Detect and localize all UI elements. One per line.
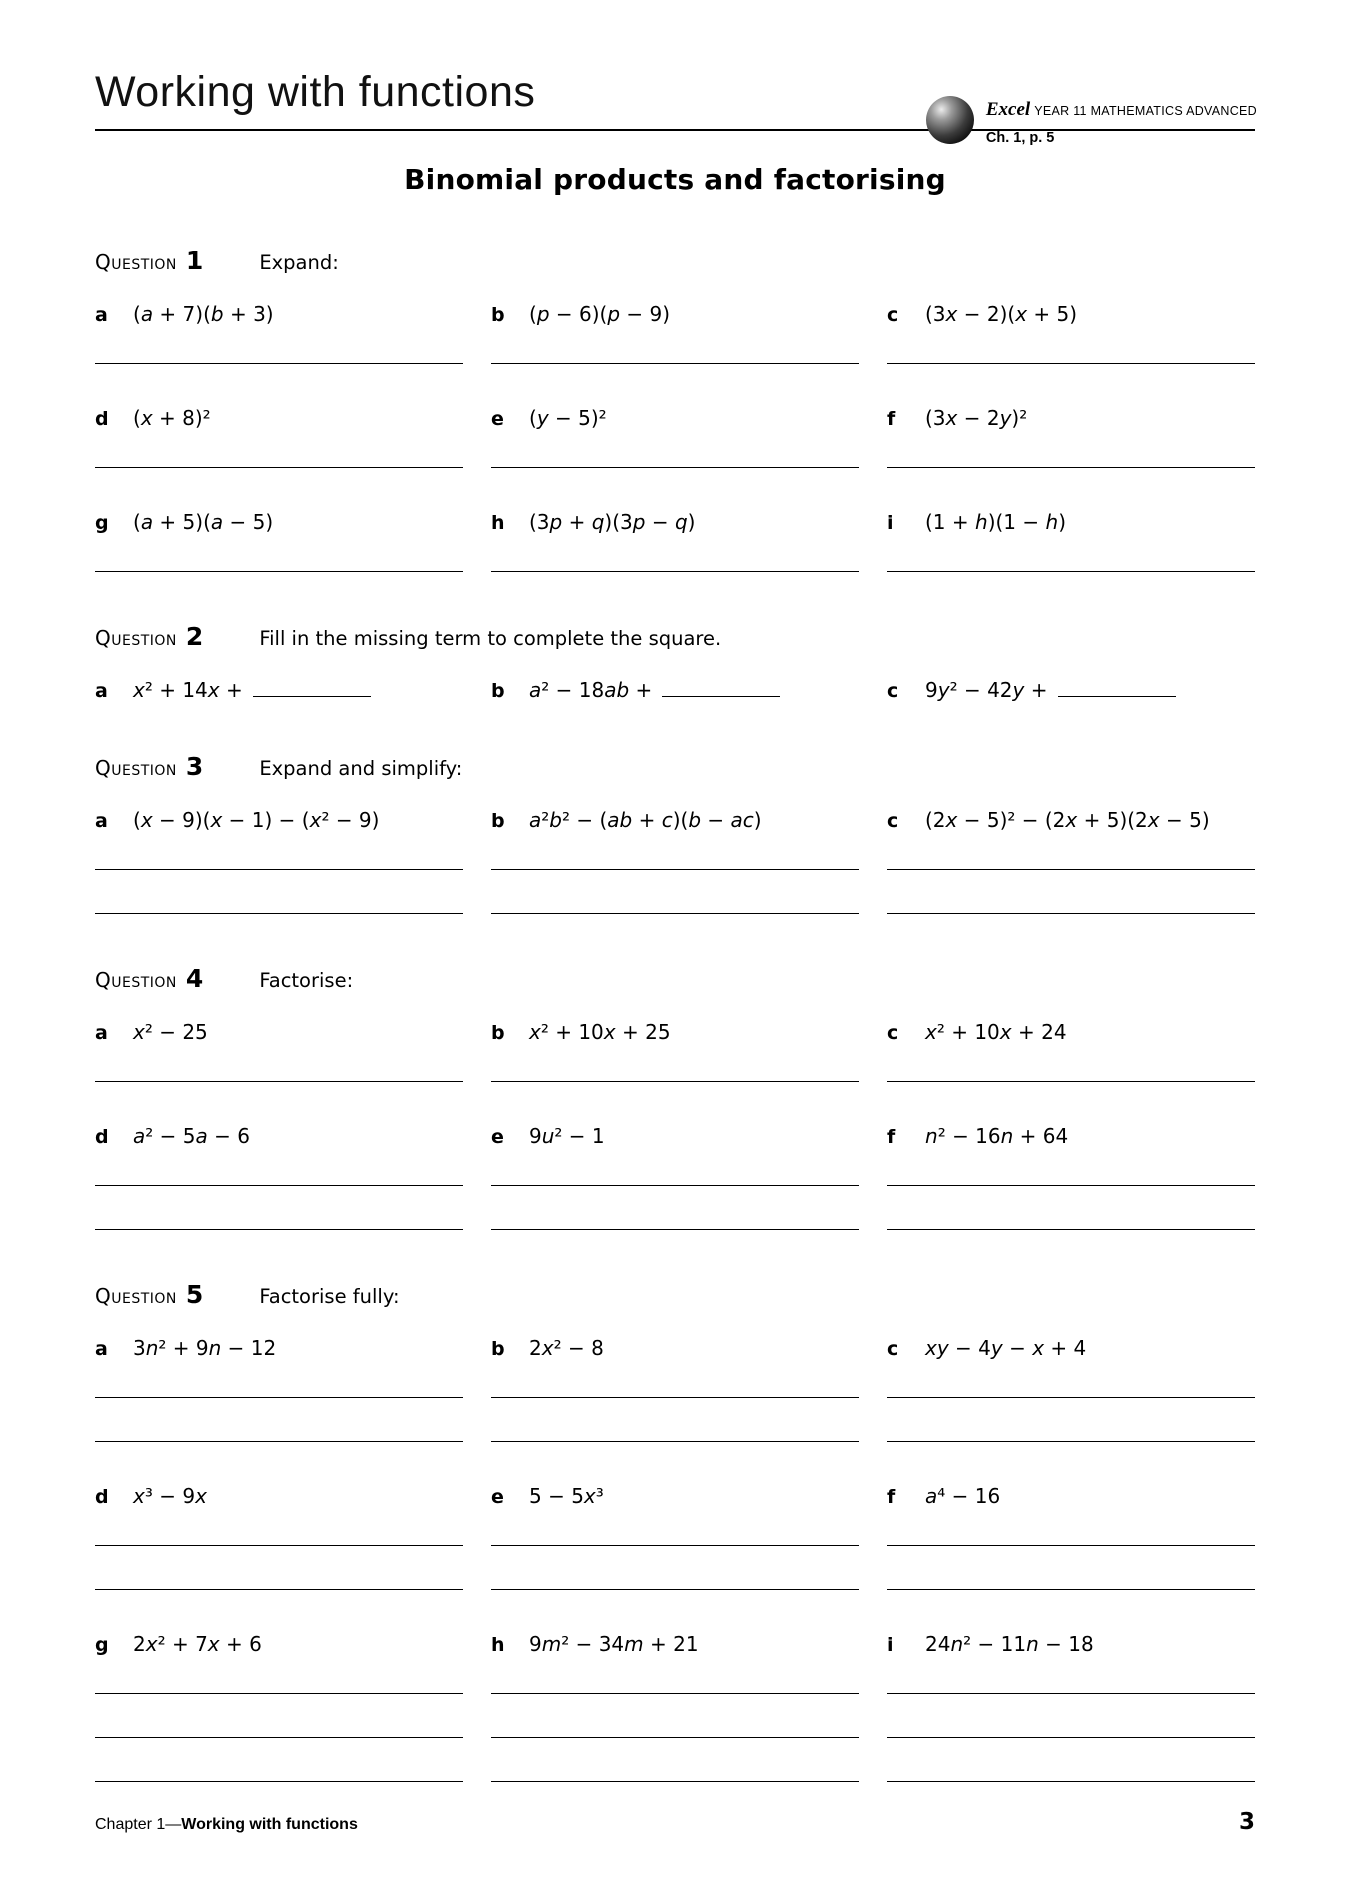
- question-heading: [95, 752, 1255, 781]
- question-heading: [95, 622, 1255, 651]
- expression-row: [95, 678, 463, 702]
- answer-line[interactable]: [491, 913, 859, 914]
- item-label: b: [491, 810, 505, 832]
- item-5c: [887, 1336, 1255, 1442]
- answer-line[interactable]: [887, 1229, 1255, 1230]
- expression-row: [491, 678, 859, 702]
- answer-line[interactable]: [95, 1589, 463, 1590]
- item-label: e: [491, 408, 504, 430]
- answer-line[interactable]: [887, 913, 1255, 914]
- question-prompt: Expand:: [259, 251, 339, 274]
- item-label: d: [95, 1486, 109, 1508]
- math-expression: (3x − 2y)²: [925, 406, 1028, 430]
- inline-answer-blank[interactable]: [1058, 680, 1176, 697]
- math-expression: x² + 10x + 24: [925, 1020, 1067, 1044]
- answer-line[interactable]: [887, 1589, 1255, 1590]
- item-5b: [491, 1336, 859, 1442]
- question-heading: [95, 246, 1255, 275]
- math-expression: a² − 5a − 6: [133, 1124, 250, 1148]
- expression-row: [95, 1484, 463, 1508]
- footer-chapter-title: Working with functions: [181, 1816, 358, 1833]
- page-number: 3: [1238, 1809, 1255, 1835]
- item-label: a: [95, 680, 108, 702]
- item-4e: [491, 1124, 859, 1230]
- item-5f: [887, 1484, 1255, 1590]
- answer-line[interactable]: [491, 1781, 859, 1782]
- answer-line[interactable]: [491, 1441, 859, 1442]
- page-header: [95, 68, 1257, 146]
- expression-row: [491, 1632, 859, 1656]
- answer-line[interactable]: [95, 1545, 463, 1546]
- publisher-logo-icon: [926, 96, 974, 144]
- answer-line[interactable]: [491, 467, 859, 468]
- answer-line[interactable]: [95, 913, 463, 914]
- answer-line[interactable]: [95, 467, 463, 468]
- item-5d: [95, 1484, 463, 1590]
- math-expression: x² − 25: [133, 1020, 208, 1044]
- item-label: f: [887, 1486, 896, 1508]
- math-expression: x³ − 9x: [133, 1484, 207, 1508]
- expression-row: [491, 1124, 859, 1148]
- math-expression: n² − 16n + 64: [925, 1124, 1069, 1148]
- answer-line[interactable]: [887, 1545, 1255, 1546]
- item-5i: [887, 1632, 1255, 1782]
- expression-row: [887, 510, 1255, 534]
- answer-line[interactable]: [491, 1693, 859, 1694]
- item-5h: [491, 1632, 859, 1782]
- math-expression: (y − 5)²: [529, 406, 607, 430]
- item-label: h: [491, 512, 505, 534]
- item-label: b: [491, 680, 505, 702]
- item-label: d: [95, 408, 109, 430]
- item-label: g: [95, 512, 109, 534]
- math-expression: (a + 7)(b + 3): [133, 302, 274, 326]
- question-1: [95, 246, 1255, 572]
- item-label: b: [491, 304, 505, 326]
- answer-line[interactable]: [95, 1397, 463, 1398]
- answer-line[interactable]: [887, 1185, 1255, 1186]
- expression-row: [887, 406, 1255, 430]
- answer-line[interactable]: [95, 1737, 463, 1738]
- item-2a: [95, 678, 463, 702]
- expression-row: [887, 1632, 1255, 1656]
- answer-line[interactable]: [887, 1081, 1255, 1082]
- questions-container: [95, 196, 1255, 1782]
- item-label: d: [95, 1126, 109, 1148]
- answer-line[interactable]: [95, 1781, 463, 1782]
- item-label: b: [491, 1022, 505, 1044]
- question-row: [95, 1484, 1255, 1590]
- expression-row: [491, 808, 859, 832]
- math-expression: 24n² − 11n − 18: [925, 1632, 1094, 1656]
- math-expression: 5 − 5x³: [529, 1484, 604, 1508]
- question-row: [95, 808, 1255, 914]
- item-1b: [491, 302, 859, 364]
- answer-line[interactable]: [491, 571, 859, 572]
- item-4f: [887, 1124, 1255, 1230]
- answer-line[interactable]: [491, 1081, 859, 1082]
- answer-line[interactable]: [887, 1781, 1255, 1782]
- question-4: [95, 964, 1255, 1230]
- item-1d: [95, 406, 463, 468]
- answer-line[interactable]: [491, 869, 859, 870]
- item-1e: [491, 406, 859, 468]
- expression-row: [887, 1124, 1255, 1148]
- item-1g: [95, 510, 463, 572]
- item-label: h: [491, 1634, 505, 1656]
- answer-line[interactable]: [887, 1693, 1255, 1694]
- expression-row: [95, 1124, 463, 1148]
- expression-row: [95, 510, 463, 534]
- math-expression: (p − 6)(p − 9): [529, 302, 671, 326]
- answer-line[interactable]: [491, 1737, 859, 1738]
- answer-line[interactable]: [491, 1185, 859, 1186]
- brand-block: [926, 96, 1257, 146]
- expression-row: [491, 406, 859, 430]
- item-label: c: [887, 304, 899, 326]
- answer-line[interactable]: [491, 363, 859, 364]
- question-row: [95, 302, 1255, 364]
- question-word: Question: [95, 756, 177, 780]
- math-expression: a⁴ − 16: [925, 1484, 1001, 1508]
- item-1a: [95, 302, 463, 364]
- math-expression: x² + 14x +: [133, 678, 243, 702]
- math-expression: 2x² − 8: [529, 1336, 604, 1360]
- answer-line[interactable]: [491, 1545, 859, 1546]
- question-number: 3: [185, 752, 204, 781]
- answer-line[interactable]: [887, 1441, 1255, 1442]
- answer-line[interactable]: [95, 869, 463, 870]
- item-label: c: [887, 1022, 899, 1044]
- answer-line[interactable]: [95, 1185, 463, 1186]
- question-number: 4: [185, 964, 204, 993]
- item-5e: [491, 1484, 859, 1590]
- answer-line[interactable]: [887, 1737, 1255, 1738]
- expression-row: [95, 1020, 463, 1044]
- expression-row: [95, 406, 463, 430]
- expression-row: [887, 678, 1255, 702]
- expression-row: [491, 1336, 859, 1360]
- item-label: f: [887, 408, 896, 430]
- answer-line[interactable]: [95, 1081, 463, 1082]
- expression-row: [491, 1020, 859, 1044]
- item-label: c: [887, 680, 899, 702]
- question-row: [95, 510, 1255, 572]
- math-expression: a² − 18ab +: [529, 678, 653, 702]
- item-1i: [887, 510, 1255, 572]
- math-expression: 9u² − 1: [529, 1124, 605, 1148]
- math-expression: (1 + h)(1 − h): [925, 510, 1066, 534]
- item-2b: [491, 678, 859, 702]
- item-label: e: [491, 1486, 504, 1508]
- math-expression: xy − 4y − x + 4: [925, 1336, 1087, 1360]
- question-row: [95, 1020, 1255, 1082]
- answer-line[interactable]: [95, 1229, 463, 1230]
- item-label: e: [491, 1126, 504, 1148]
- item-label: a: [95, 1338, 108, 1360]
- answer-line[interactable]: [887, 1397, 1255, 1398]
- footer-chapter: [95, 1816, 358, 1834]
- expression-row: [491, 510, 859, 534]
- item-label: b: [491, 1338, 505, 1360]
- question-prompt: Factorise:: [259, 969, 354, 992]
- item-label: a: [95, 1022, 108, 1044]
- math-expression: (a + 5)(a − 5): [133, 510, 274, 534]
- expression-row: [887, 808, 1255, 832]
- expression-row: [887, 302, 1255, 326]
- answer-line[interactable]: [491, 1589, 859, 1590]
- item-3c: [887, 808, 1255, 914]
- question-3: [95, 752, 1255, 914]
- item-4c: [887, 1020, 1255, 1082]
- item-label: f: [887, 1126, 896, 1148]
- answer-line[interactable]: [887, 363, 1255, 364]
- math-expression: (3x − 2)(x + 5): [925, 302, 1078, 326]
- question-row: [95, 1632, 1255, 1782]
- expression-row: [491, 302, 859, 326]
- answer-line[interactable]: [95, 571, 463, 572]
- brand-text: [986, 96, 1257, 146]
- question-heading: [95, 1280, 1255, 1309]
- item-2c: [887, 678, 1255, 702]
- item-5g: [95, 1632, 463, 1782]
- answer-line[interactable]: [95, 1693, 463, 1694]
- math-expression: (3p + q)(3p − q): [529, 510, 696, 534]
- expression-row: [95, 808, 463, 832]
- question-row: [95, 678, 1255, 702]
- footer-chapter-prefix: Chapter 1—: [95, 1816, 182, 1833]
- expression-row: [95, 1632, 463, 1656]
- question-word: Question: [95, 1284, 177, 1308]
- math-expression: (2x − 5)² − (2x + 5)(2x − 5): [925, 808, 1210, 832]
- inline-answer-blank[interactable]: [662, 680, 780, 697]
- math-expression: (x + 8)²: [133, 406, 211, 430]
- expression-row: [95, 1336, 463, 1360]
- question-prompt: Expand and simplify:: [259, 757, 463, 780]
- question-number: 1: [185, 246, 204, 275]
- brand-name: Excel: [985, 99, 1031, 120]
- math-expression: 9m² − 34m + 21: [529, 1632, 699, 1656]
- question-word: Question: [95, 626, 177, 650]
- inline-answer-blank[interactable]: [253, 680, 371, 697]
- item-label: g: [95, 1634, 109, 1656]
- answer-line[interactable]: [491, 1397, 859, 1398]
- item-4a: [95, 1020, 463, 1082]
- math-expression: 3n² + 9n − 12: [133, 1336, 277, 1360]
- item-3a: [95, 808, 463, 914]
- question-heading: [95, 964, 1255, 993]
- answer-line[interactable]: [491, 1229, 859, 1230]
- brand-line: [986, 99, 1257, 121]
- worksheet-title: Binomial products and factorising: [404, 163, 946, 196]
- question-word: Question: [95, 968, 177, 992]
- item-1c: [887, 302, 1255, 364]
- page-footer: [95, 1809, 1255, 1835]
- math-expression: 2x² + 7x + 6: [133, 1632, 262, 1656]
- expression-row: [887, 1020, 1255, 1044]
- question-5: [95, 1280, 1255, 1782]
- item-label: i: [887, 512, 894, 534]
- question-row: [95, 1124, 1255, 1230]
- answer-line[interactable]: [887, 467, 1255, 468]
- math-expression: a²b² − (ab + c)(b − ac): [529, 808, 762, 832]
- page-title: Working with functions: [95, 68, 536, 116]
- item-1f: [887, 406, 1255, 468]
- item-label: a: [95, 304, 108, 326]
- item-label: i: [887, 1634, 894, 1656]
- item-label: c: [887, 1338, 899, 1360]
- item-4d: [95, 1124, 463, 1230]
- expression-row: [491, 1484, 859, 1508]
- question-number: 2: [185, 622, 204, 651]
- expression-row: [887, 1484, 1255, 1508]
- item-3b: [491, 808, 859, 914]
- chapter-page-ref: Ch. 1, p. 5: [985, 130, 1055, 146]
- item-4b: [491, 1020, 859, 1082]
- math-expression: 9y² − 42y +: [925, 678, 1048, 702]
- question-row: [95, 406, 1255, 468]
- math-expression: (x − 9)(x − 1) − (x² − 9): [133, 808, 380, 832]
- expression-row: [95, 302, 463, 326]
- question-number: 5: [185, 1280, 204, 1309]
- question-word: Question: [95, 250, 177, 274]
- item-1h: [491, 510, 859, 572]
- question-prompt: Factorise fully:: [259, 1285, 400, 1308]
- answer-line[interactable]: [887, 869, 1255, 870]
- question-row: [95, 1336, 1255, 1442]
- answer-line[interactable]: [887, 571, 1255, 572]
- answer-line[interactable]: [95, 1441, 463, 1442]
- item-label: a: [95, 810, 108, 832]
- question-prompt: Fill in the missing term to complete the square.: [259, 627, 722, 650]
- brand-series: YEAR 11 MATHEMATICS ADVANCED: [1034, 104, 1257, 118]
- question-2: [95, 622, 1255, 702]
- item-5a: [95, 1336, 463, 1442]
- expression-row: [887, 1336, 1255, 1360]
- math-expression: x² + 10x + 25: [529, 1020, 671, 1044]
- item-label: c: [887, 810, 899, 832]
- answer-line[interactable]: [95, 363, 463, 364]
